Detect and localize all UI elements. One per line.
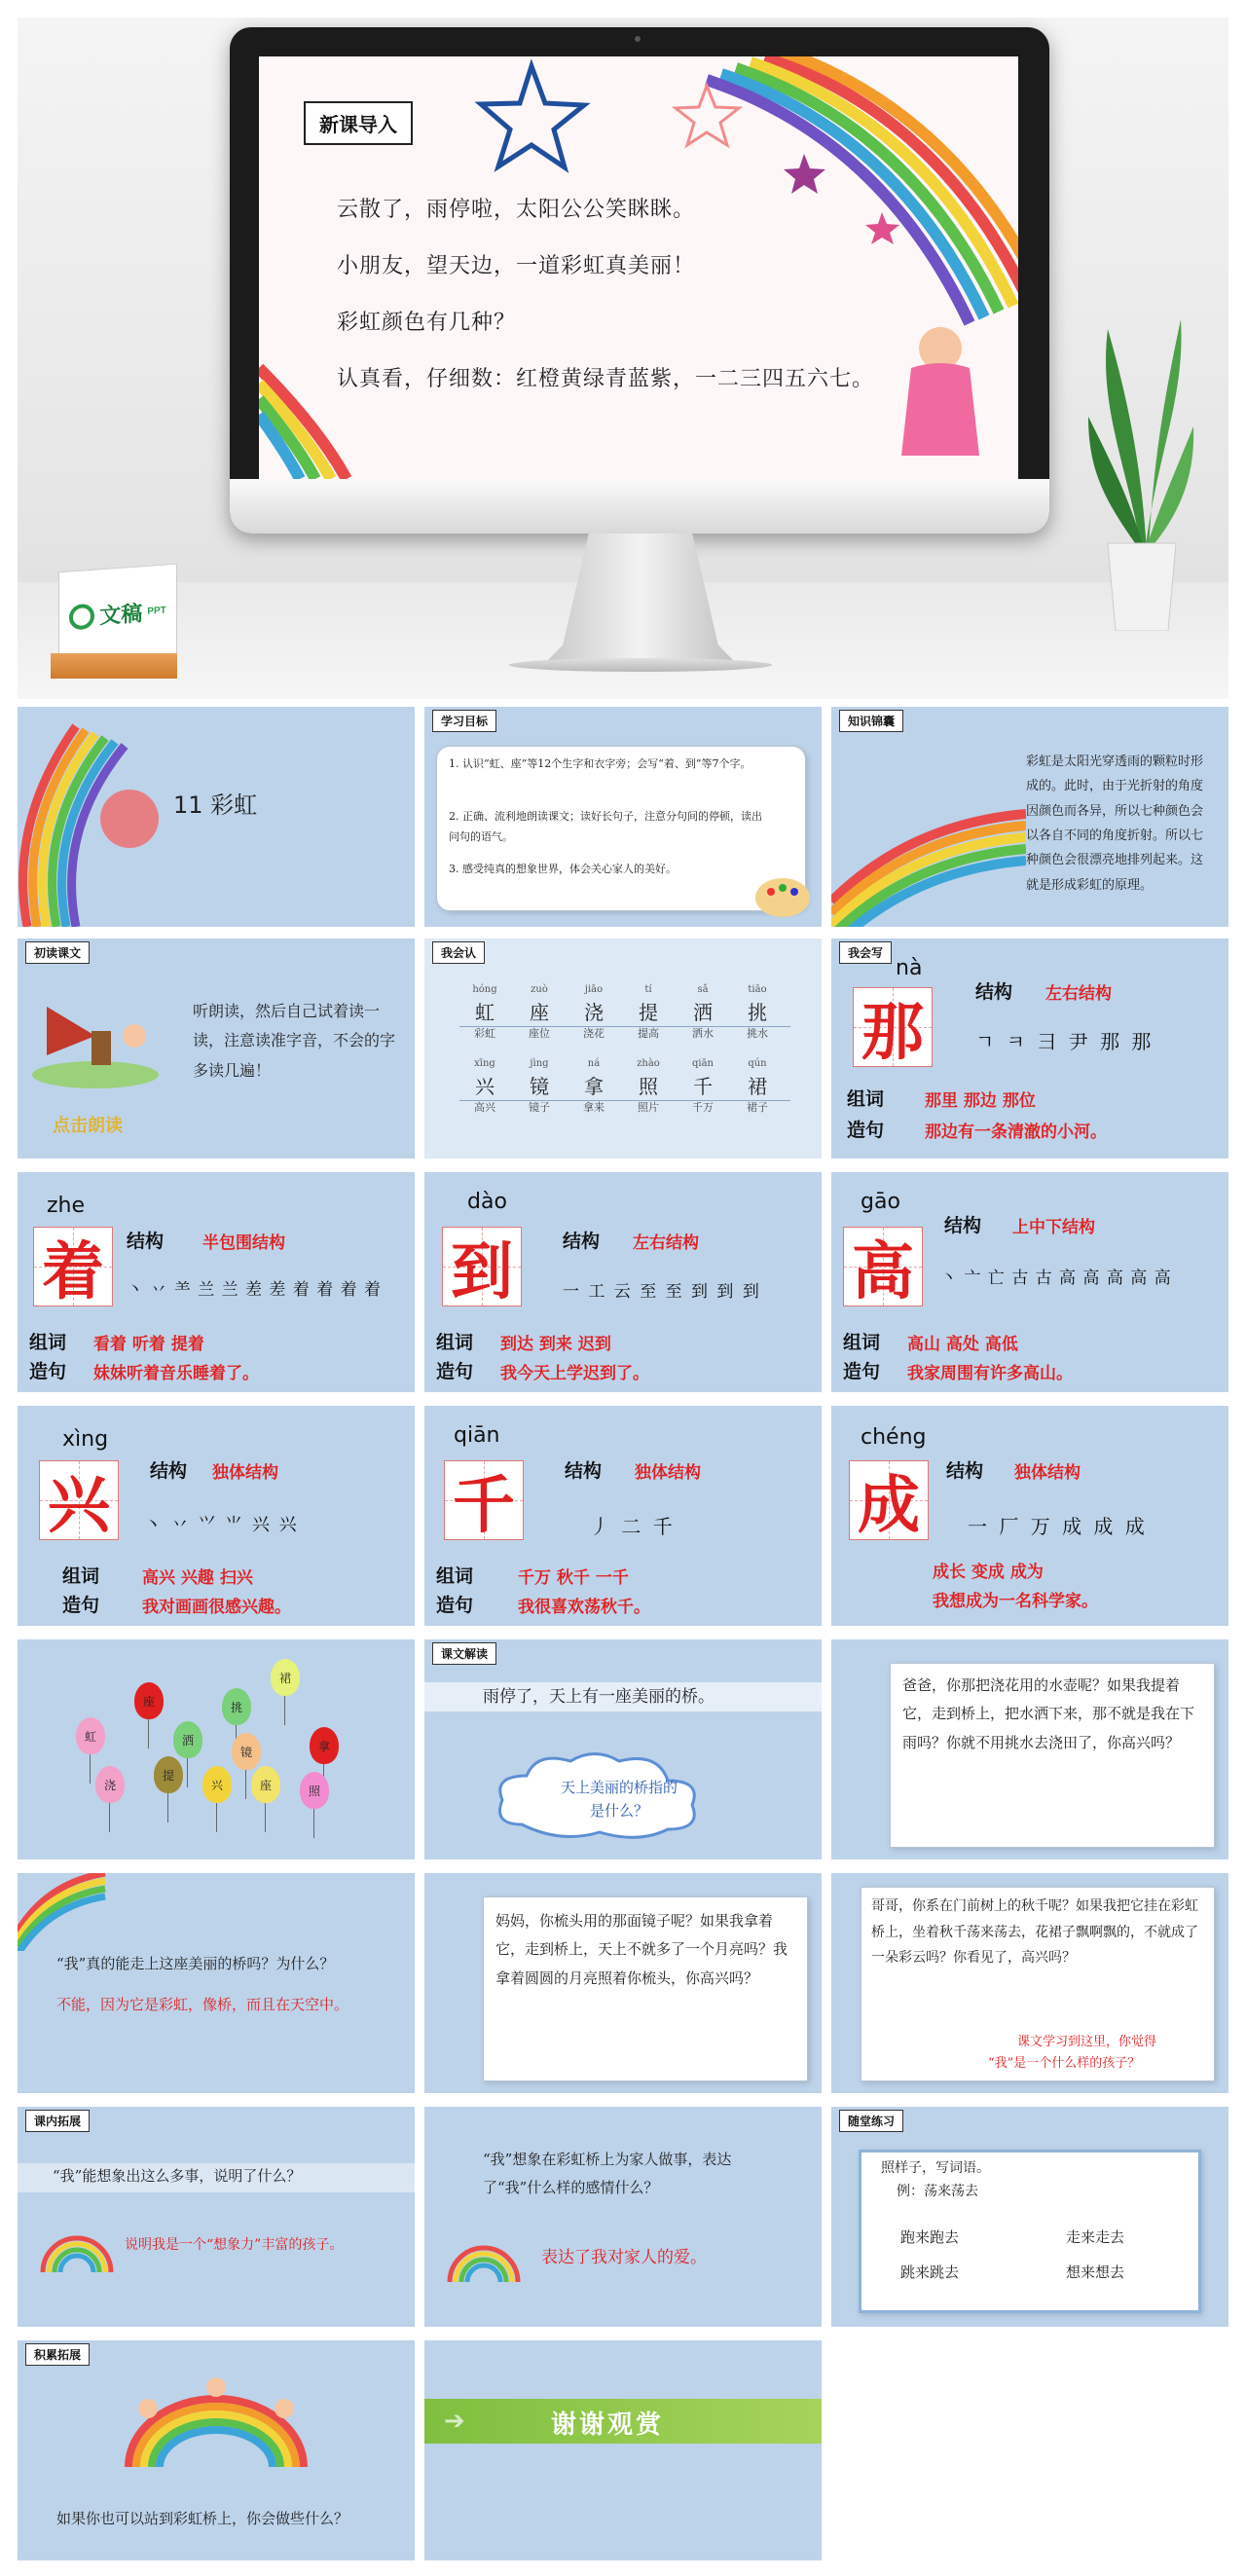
recognize-pinyin: zuò xyxy=(531,984,548,995)
char-glyph: 着 xyxy=(42,1235,104,1308)
slide-char-1[interactable] xyxy=(18,1172,415,1392)
sentence-value: 我对画画很感兴趣。 xyxy=(142,1598,291,1617)
slide-knowledge[interactable] xyxy=(831,707,1228,927)
slide-recognize[interactable] xyxy=(424,938,822,1159)
sentence-label: 造句 xyxy=(436,1361,474,1382)
char-glyph: 那 xyxy=(861,996,924,1069)
feeling-answer: 表达了我对家人的爱。 xyxy=(541,2248,707,2267)
feeling-question: “我”想象在彩虹桥上为家人做事，表达了“我”什么样的感情什么？ xyxy=(483,2151,732,2196)
slide-question[interactable] xyxy=(18,1873,415,2093)
rainbow-sign-icon xyxy=(440,2224,528,2301)
words-value: 到达 到来 迟到 xyxy=(500,1335,611,1354)
struct-value: 左右结构 xyxy=(633,1233,699,1253)
slide-title[interactable] xyxy=(18,707,415,927)
char-box xyxy=(853,987,933,1067)
reading-text: 听朗读，然后自己试着读一读，注意读准字音，不会的字多读几遍！ xyxy=(193,1002,396,1080)
char-pinyin: zhe xyxy=(47,1194,86,1218)
struct-value: 左右结构 xyxy=(1045,984,1112,1004)
recognize-char: 照 xyxy=(639,1075,658,1098)
words-value: 高山 高处 高低 xyxy=(907,1335,1018,1354)
char-glyph: 到 xyxy=(451,1235,513,1308)
stroke-order: 丶 丷 ⺷ 兰 兰 差 差 着 着 着 着 xyxy=(127,1280,383,1300)
read-aloud-button[interactable]: 点击朗读 xyxy=(53,1116,123,1136)
recognize-char: 虹 xyxy=(475,1001,495,1024)
stroke-order: 丶 丷 ⺍ ⺌ 兴 兴 xyxy=(144,1515,299,1535)
stroke-order: 一 厂 万 成 成 成 xyxy=(968,1515,1148,1538)
struct-label: 结构 xyxy=(975,981,1013,1003)
sentence-value: 那边有一条清澈的小河。 xyxy=(925,1122,1107,1142)
char-glyph: 高 xyxy=(852,1235,914,1308)
recognize-word: 镜子 xyxy=(529,1101,550,1114)
recognize-pinyin: sǎ xyxy=(697,984,709,995)
answer-text: 不能，因为它是彩虹，像桥，而且在天空中。 xyxy=(56,1996,349,2013)
recognize-char: 洒 xyxy=(693,1001,713,1024)
poem-line-2: 小朋友，望天边，一道彩虹真美丽！ xyxy=(337,254,696,278)
palette-icon xyxy=(753,870,812,919)
camera xyxy=(635,36,641,42)
sentence-label: 造句 xyxy=(847,1120,885,1141)
blue-star xyxy=(481,66,584,167)
words-value: 千万 秋千 一千 xyxy=(518,1568,629,1588)
char-pinyin: xìng xyxy=(62,1427,109,1452)
slide-interpret[interactable] xyxy=(424,1639,822,1859)
tag-practice: 随堂练习 xyxy=(839,2110,903,2132)
struct-value: 独体结构 xyxy=(1014,1463,1081,1483)
recognize-char: 裙 xyxy=(748,1075,767,1098)
stroke-order: ㄱ ㅋ 彐 尹 那 那 xyxy=(975,1030,1154,1053)
words-value: 那里 那边 那位 xyxy=(925,1091,1036,1111)
practice-item-4: 想来想去 xyxy=(1066,2263,1125,2281)
char-pinyin: nà xyxy=(896,956,923,980)
tag-recognize: 我会认 xyxy=(432,941,485,964)
cloud-question: 天上美丽的桥指的是什么？ xyxy=(561,1779,678,1820)
thanks-text: 谢谢观赏 xyxy=(551,2410,665,2440)
balloon-6[interactable]: 浇 xyxy=(95,1766,125,1803)
struct-value: 独体结构 xyxy=(212,1463,278,1483)
struct-value: 半包围结构 xyxy=(202,1233,285,1253)
words-label: 组词 xyxy=(843,1332,881,1353)
monitor xyxy=(230,27,1049,534)
recognize-char: 兴 xyxy=(475,1075,495,1098)
recognize-word: 挑水 xyxy=(747,1027,768,1040)
struct-label: 结构 xyxy=(127,1231,165,1252)
rainbow-decoration xyxy=(831,707,1026,927)
brother-q1: 课文学习到这里，你觉得 xyxy=(1017,2035,1157,2049)
recognize-word: 彩虹 xyxy=(474,1027,495,1040)
slide-char-6[interactable] xyxy=(831,1406,1228,1626)
sentence-label: 造句 xyxy=(29,1361,67,1382)
balloon-1[interactable]: 座 xyxy=(134,1682,164,1719)
plant-icon xyxy=(1088,310,1195,631)
logo-sub: PPT xyxy=(147,605,166,617)
recognize-char: 浇 xyxy=(584,1001,604,1024)
balloon-9[interactable]: 座 xyxy=(251,1766,280,1803)
brother-card xyxy=(861,1887,1215,2081)
slide-char-3[interactable] xyxy=(831,1172,1228,1392)
words-label: 组词 xyxy=(436,1565,474,1587)
recognize-char: 拿 xyxy=(584,1075,604,1098)
knowledge-text: 彩虹是太阳光穿透雨的颗粒时形成的。此时，由于光折射的角度因颜色而各异，所以七种颜色会以各自不同的角度折射。所以七种颜色会很漂亮地排列起来。这就是形成彩虹的原理。 xyxy=(1026,754,1204,893)
slide-thanks[interactable] xyxy=(424,2340,822,2560)
gramophone-icon xyxy=(27,977,164,1094)
poem-line-4: 认真看，仔细数：红橙黄绿青蓝紫，一二三四五六七。 xyxy=(337,367,875,391)
sentence-value: 我家周围有许多高山。 xyxy=(907,1364,1073,1383)
rainbow-decoration xyxy=(18,1873,115,1951)
balloon-10[interactable]: 镜 xyxy=(232,1733,261,1770)
goal-2: 2. 正确、流利地朗读课文；读好长句子，注意分句间的停顿，读出问句的语气。 xyxy=(449,810,762,843)
struct-label: 结构 xyxy=(565,1460,603,1482)
recognize-char: 千 xyxy=(693,1075,713,1098)
struct-value: 独体结构 xyxy=(635,1463,701,1483)
words-label: 组词 xyxy=(62,1565,100,1587)
words-value: 高兴 兴趣 扫兴 xyxy=(142,1568,253,1588)
recognize-pinyin: hóng xyxy=(472,984,497,995)
logo-text: 文稿 xyxy=(99,601,143,629)
practice-card xyxy=(859,2150,1201,2313)
practice-item-1: 跑来跑去 xyxy=(900,2228,960,2246)
goal-3: 3. 感受纯真的想象世界，体会关心家人的美好。 xyxy=(449,863,677,875)
balloon-11[interactable]: 照 xyxy=(300,1772,329,1809)
char-pinyin: gāo xyxy=(861,1190,900,1214)
words-value: 看着 听着 提着 xyxy=(93,1335,204,1354)
char-box xyxy=(849,1460,929,1540)
recognize-word: 浇花 xyxy=(583,1027,605,1040)
monitor-base xyxy=(509,658,772,672)
monitor-stand xyxy=(548,534,733,660)
char-glyph: 成 xyxy=(858,1469,920,1542)
sentence-value: 我很喜欢荡秋千。 xyxy=(518,1598,650,1617)
char-box xyxy=(39,1460,119,1540)
recognize-pinyin: tiāo xyxy=(748,984,767,995)
recognize-pinyin: xīng xyxy=(474,1058,495,1069)
sentence-label: 造句 xyxy=(843,1361,881,1382)
dad-card xyxy=(890,1663,1215,1848)
recognize-pinyin: qún xyxy=(748,1058,767,1069)
dad-text: 爸爸，你那把浇花用的水壶呢？如果我提着它，走到桥上，把水洒下来，那不就是我在下雨吗？你就不用挑水去浇田了，你高兴吗？ xyxy=(902,1676,1195,1751)
sentence-value: 妹妹听着音乐睡着了。 xyxy=(93,1364,259,1383)
char-pinyin: dào xyxy=(467,1190,507,1214)
tag-interpret: 课文解读 xyxy=(432,1642,496,1665)
kids-rainbow-icon xyxy=(109,2370,323,2477)
slide-accumulate[interactable] xyxy=(18,2340,415,2560)
words-value: 成长 变成 成为 xyxy=(933,1563,1044,1582)
balloon-5[interactable]: 拿 xyxy=(310,1727,339,1764)
stroke-order: 丶 亠 亡 古 古 高 高 高 高 高 xyxy=(940,1269,1172,1288)
recognize-char: 镜 xyxy=(530,1075,549,1098)
recognize-word: 座位 xyxy=(529,1027,550,1040)
thanks-banner: ➔ 谢谢观赏 xyxy=(424,2399,822,2444)
recognize-char: 座 xyxy=(530,1001,549,1024)
tag-reading: 初读课文 xyxy=(25,941,90,964)
recognize-char: 挑 xyxy=(748,1001,767,1024)
hero-preview xyxy=(18,18,1228,699)
girl-figure xyxy=(100,790,159,848)
recognize-pinyin: tí xyxy=(644,984,652,995)
recognize-pinyin: zhào xyxy=(637,1058,660,1069)
sentence-value: 我想成为一名科学家。 xyxy=(933,1592,1098,1611)
char-glyph: 兴 xyxy=(48,1469,110,1542)
slide-feeling[interactable] xyxy=(424,2107,822,2327)
tag-knowledge: 知识锦囊 xyxy=(839,710,903,732)
recognize-word: 裙子 xyxy=(747,1101,768,1114)
struct-label: 结构 xyxy=(563,1231,601,1252)
practice-item-2: 走来走去 xyxy=(1066,2228,1125,2246)
brother-q2: “我”是一个什么样的孩子？ xyxy=(988,2056,1141,2071)
words-label: 组词 xyxy=(847,1088,885,1110)
monitor-screen xyxy=(259,56,1018,479)
words-label: 组词 xyxy=(436,1332,474,1353)
tag-accumulate: 积累拓展 xyxy=(25,2343,90,2366)
char-box xyxy=(33,1227,113,1306)
slide-mom[interactable] xyxy=(424,1873,822,2093)
logo-icon xyxy=(69,603,94,630)
slide-reading[interactable] xyxy=(18,938,415,1159)
lesson-badge: 新课导入 xyxy=(304,101,413,145)
stroke-order: 丿 二 千 xyxy=(590,1515,676,1538)
recognize-char: 提 xyxy=(639,1001,658,1024)
slide-brother[interactable] xyxy=(831,1873,1228,2093)
char-box xyxy=(843,1227,923,1306)
slide-char-0[interactable] xyxy=(831,938,1228,1159)
slide-practice[interactable] xyxy=(831,2107,1228,2327)
balloon-0[interactable]: 虹 xyxy=(76,1717,105,1754)
question-text: “我”真的能走上这座美丽的桥吗？为什么？ xyxy=(56,1955,335,1972)
char-box xyxy=(444,1460,524,1540)
poem-line-1: 云散了，雨停啦，太阳公公笑眯眯。 xyxy=(337,198,696,222)
recognize-word: 洒水 xyxy=(692,1027,714,1040)
tag-goals: 学习目标 xyxy=(432,710,496,732)
monitor-chin xyxy=(230,479,1049,534)
recognize-word: 照片 xyxy=(638,1101,659,1114)
struct-value: 上中下结构 xyxy=(1012,1218,1095,1237)
slide-char-2[interactable] xyxy=(424,1172,822,1392)
rainbow-sign-icon xyxy=(33,2214,121,2292)
balloon-4[interactable]: 裙 xyxy=(271,1659,300,1696)
mom-card xyxy=(483,1896,808,2081)
tag-extend: 课内拓展 xyxy=(25,2110,90,2132)
struct-label: 结构 xyxy=(946,1460,984,1482)
balloon-7[interactable]: 提 xyxy=(154,1756,183,1793)
slide-char-4[interactable] xyxy=(18,1406,415,1626)
recognize-word: 拿来 xyxy=(583,1101,605,1114)
poem-line-3: 彩虹颜色有几种？ xyxy=(337,311,517,335)
char-pinyin: chéng xyxy=(861,1425,927,1450)
recognize-pinyin: jiāo xyxy=(584,984,604,995)
recognize-pinyin: jìng xyxy=(530,1058,549,1069)
balloon-3[interactable]: 挑 xyxy=(222,1688,251,1725)
sentence-label: 造句 xyxy=(62,1595,100,1616)
practice-item-3: 跳来跳去 xyxy=(900,2263,960,2281)
recognize-word: 提高 xyxy=(638,1027,659,1040)
struct-label: 结构 xyxy=(944,1215,982,1236)
slide-goals[interactable] xyxy=(424,707,822,927)
goal-1: 1. 认识“虹、座”等12个生字和衣字旁；会写“着、到”等7个字。 xyxy=(449,757,751,770)
extend-answer: 说明我是一个“想象力”丰富的孩子。 xyxy=(125,2237,344,2253)
interpret-line: 雨停了，天上有一座美丽的桥。 xyxy=(483,1687,715,1707)
recognize-word: 高兴 xyxy=(474,1101,495,1114)
lesson-title: 11 彩虹 xyxy=(173,791,258,819)
struct-label: 结构 xyxy=(150,1460,188,1482)
balloon-8[interactable]: 兴 xyxy=(202,1766,232,1803)
accumulate-question: 如果你也可以站到彩虹桥上，你会做些什么？ xyxy=(56,2510,349,2527)
sentence-value: 我今天上学迟到了。 xyxy=(500,1364,649,1383)
recognize-pinyin: ná xyxy=(587,1058,601,1069)
brother-text: 哥哥，你系在门前树上的秋千呢？如果我把它挂在彩虹桥上，坐着秋千荡来荡去，花裙子飘啊飘的，不就成了一朵彩云吗？你看见了，高兴吗？ xyxy=(871,1898,1198,1967)
calendar-logo xyxy=(51,558,177,675)
slide-dad[interactable] xyxy=(831,1639,1228,1859)
stroke-order: 一 工 云 至 至 到 到 到 xyxy=(563,1282,761,1302)
tag-write: 我会写 xyxy=(839,941,892,964)
sentence-label: 造句 xyxy=(436,1595,474,1616)
slide-balloons[interactable] xyxy=(18,1639,415,1859)
goals-card xyxy=(436,746,806,911)
char-pinyin: qiān xyxy=(454,1423,500,1448)
balloon-2[interactable]: 洒 xyxy=(173,1721,202,1758)
practice-intro: 照样子，写词语。 xyxy=(881,2160,990,2176)
char-box xyxy=(442,1227,522,1306)
recognize-word: 千万 xyxy=(692,1101,714,1114)
recognize-pinyin: qiān xyxy=(691,1058,714,1069)
words-label: 组词 xyxy=(29,1332,67,1353)
practice-example: 例：荡来荡去 xyxy=(897,2184,978,2199)
slide-extend[interactable] xyxy=(18,2107,415,2327)
mom-text: 妈妈，你梳头用的那面镜子呢？如果我拿着它，走到桥上，天上不就多了一个月亮吗？我拿着圆圆的月亮照着你梳头，你高兴吗？ xyxy=(495,1912,788,1987)
slide-char-5[interactable] xyxy=(424,1406,822,1626)
extend-question: “我”能想象出这么多事，说明了什么？ xyxy=(53,2167,302,2185)
char-glyph: 千 xyxy=(453,1469,515,1542)
